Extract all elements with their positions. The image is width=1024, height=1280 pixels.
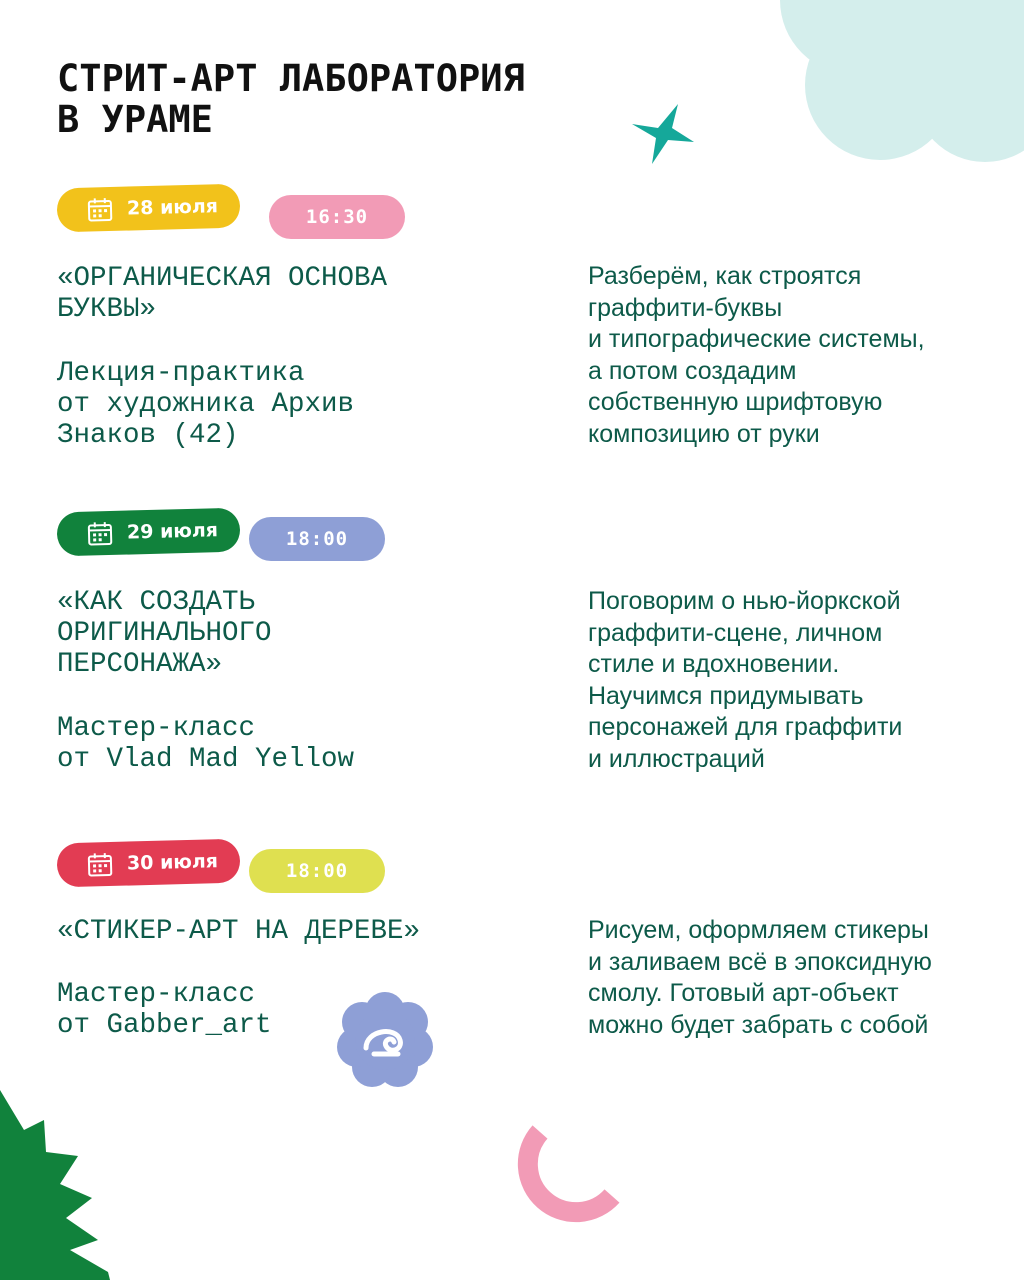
- title-line-1: СТРИТ-АРТ ЛАБОРАТОРИЯ: [57, 57, 525, 100]
- date-label-2: 29 июля: [126, 519, 219, 544]
- star-icon: [628, 100, 698, 170]
- event-host-1: Лекция-практика от художника Архив Знаков (42): [57, 358, 355, 451]
- date-label-1: 28 июля: [126, 195, 219, 220]
- event-host-2: Мастер-класс от Vlad Mad Yellow: [57, 713, 355, 775]
- burst-shape: [0, 1090, 170, 1280]
- calendar-icon: [87, 196, 114, 223]
- time-label-3: 18:00: [285, 860, 349, 882]
- time-badge-1: [269, 195, 405, 239]
- event-description-3: Рисуем, оформляем стикеры и заливаем всё в эпоксидную смолу. Готовый арт-объект можно будет забрать с собой: [588, 916, 932, 1039]
- calendar-icon: [87, 851, 114, 878]
- title-line-2: В УРАМЕ: [57, 98, 213, 141]
- date-badge-1: [56, 184, 240, 233]
- event-description-1: Разберём, как строятся граффити-буквы и типографические системы, а потом создадим собственную шрифтовую композицию от руки: [588, 262, 925, 448]
- time-label-2: 18:00: [285, 528, 349, 550]
- event-description-2: Поговорим о нью-йоркской граффити-сцене, личном стиле и вдохновении. Научимся придумывать персонажей для граффити и иллюстраций: [588, 587, 903, 773]
- event-title-3: «СТИКЕР-АРТ НА ДЕРЕВЕ»: [57, 916, 421, 947]
- time-badge-2: [249, 517, 385, 561]
- date-badge-2: [56, 508, 240, 557]
- cloud-shape: [760, 0, 1024, 170]
- event-title-2: «КАК СОЗДАТЬ ОРИГИНАЛЬНОГО ПЕРСОНАЖА»: [57, 587, 272, 680]
- time-label-1: 16:30: [305, 206, 369, 228]
- time-badge-3: [249, 849, 385, 893]
- event-title-1: «ОРГАНИЧЕСКАЯ ОСНОВА БУКВЫ»: [57, 263, 388, 325]
- event-host-3: Мастер-класс от Gabber_art: [57, 979, 272, 1041]
- calendar-icon: [87, 520, 114, 547]
- page-title: [57, 58, 525, 140]
- date-badge-3: [56, 839, 240, 888]
- arc-shape: [512, 1118, 632, 1228]
- date-label-3: 30 июля: [126, 850, 219, 875]
